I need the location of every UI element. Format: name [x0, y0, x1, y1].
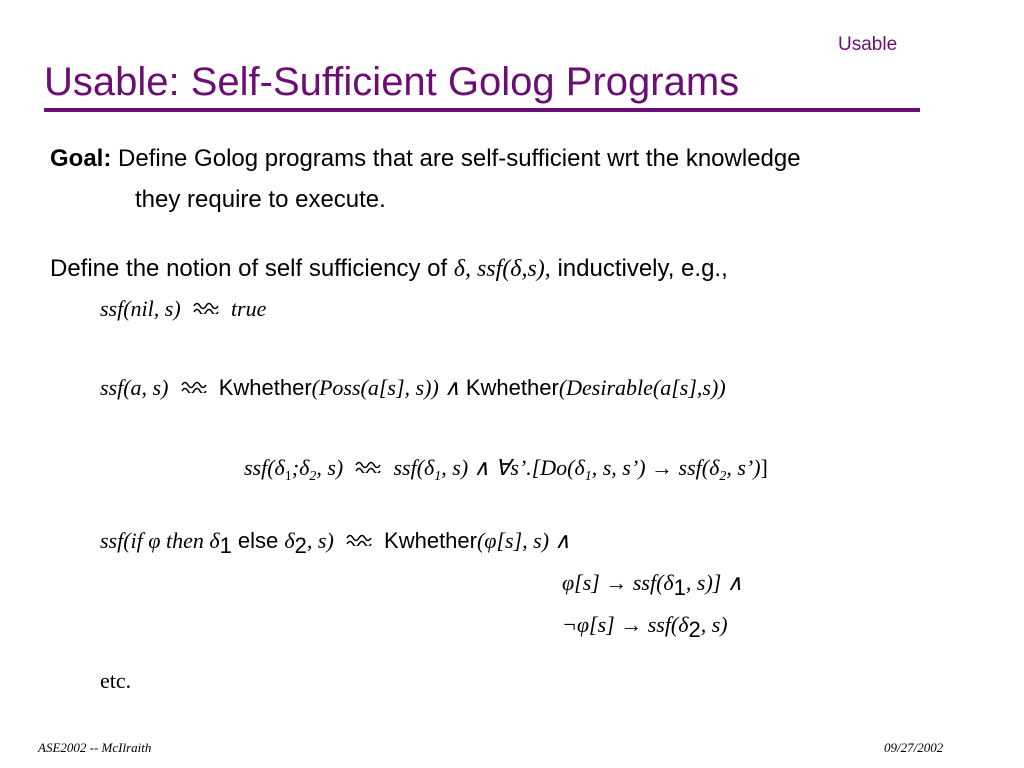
seq-rhs-b: , s) ∧ ∀s’.[ [441, 455, 541, 480]
seq-lhs-b: ;δ [291, 455, 310, 480]
seq-rhs-sub-2: 1 [584, 469, 592, 484]
seq-rhs-d: , s, s’) → ssf(δ [591, 455, 720, 480]
seq-lhs-c: , s) [316, 455, 344, 480]
formula-sequence [244, 455, 768, 485]
action-kwhether-2: Kwhether [465, 375, 559, 400]
title-underline [44, 108, 920, 112]
slide-title: Usable: Self-Sufficient Golog Programs [44, 60, 740, 104]
if-else: else [231, 528, 285, 553]
formula-conditional-line-3 [562, 612, 728, 643]
if-l3-sub: 2 [688, 617, 701, 642]
action-kwhether-1: Kwhether [218, 375, 312, 400]
seq-lhs-a: ssf(δ [244, 455, 285, 480]
if-l3-a: ¬φ[s] → ssf(δ [562, 612, 689, 637]
iff-squiggle-icon [181, 379, 207, 393]
etc-text: etc. [100, 668, 132, 693]
iff-squiggle-icon [346, 532, 372, 546]
seq-rhs-a: ssf(δ [393, 455, 435, 480]
definition-intro [50, 255, 728, 283]
if-lhs-a: ssf(if φ then δ [100, 528, 220, 553]
if-rhs-a: (φ[s], s) ∧ [476, 528, 571, 553]
seq-rhs-e: , s’) [726, 455, 761, 480]
if-lhs-b: δ [284, 528, 295, 553]
formula-conditional [100, 528, 571, 559]
iff-squiggle-icon [355, 459, 381, 473]
if-lhs-sub-2: 2 [294, 533, 307, 558]
formula-nil [100, 296, 266, 322]
seq-lhs-sub-1: 1 [284, 469, 292, 484]
if-kwhether: Kwhether [384, 528, 477, 553]
if-l3-b: , s) [700, 612, 728, 637]
goal-line-2: they require to execute. [135, 186, 386, 213]
nil-rhs: true [230, 296, 267, 321]
if-lhs-c: , s) [306, 528, 334, 553]
nil-lhs: ssf(nil, s) [100, 296, 181, 321]
seq-rhs-sub-3: 2 [719, 469, 727, 484]
section-label: Usable [838, 34, 898, 55]
seq-lhs-sub-2: 2 [309, 469, 317, 484]
definition-ssf: ssf(δ,s), [470, 256, 551, 282]
footer-left: ASE2002 -- McIlraith [38, 740, 152, 755]
if-l2-b: , s)] ∧ [685, 570, 743, 595]
action-arg-2: (Desirable(a[s],s)) [558, 375, 726, 400]
seq-rhs-sub-1: 1 [434, 469, 442, 484]
definition-delta: δ, [453, 256, 471, 282]
if-lhs-sub-1: 1 [219, 533, 232, 558]
goal-label: Goal: [50, 145, 112, 172]
action-lhs: ssf(a, s) [100, 375, 169, 400]
goal-text-1: Define Golog programs that are self-sufficient wrt the knowledge [118, 145, 801, 172]
seq-rhs-f: ] [760, 455, 768, 480]
definition-prefix: Define the notion of self sufficiency of [50, 255, 454, 282]
if-l2-a: φ[s] → ssf(δ [562, 570, 674, 595]
definition-suffix: inductively, e.g., [550, 255, 728, 282]
iff-squiggle-icon [193, 300, 219, 314]
seq-rhs-c: Do(δ [540, 455, 585, 480]
footer-right: 09/27/2002 [884, 740, 944, 755]
formula-conditional-line-2 [562, 570, 743, 601]
action-arg-1: (Poss(a[s], s)) ∧ [311, 375, 466, 400]
formula-action [100, 375, 726, 401]
if-l2-sub: 1 [673, 575, 686, 600]
goal-line-1 [50, 145, 801, 173]
